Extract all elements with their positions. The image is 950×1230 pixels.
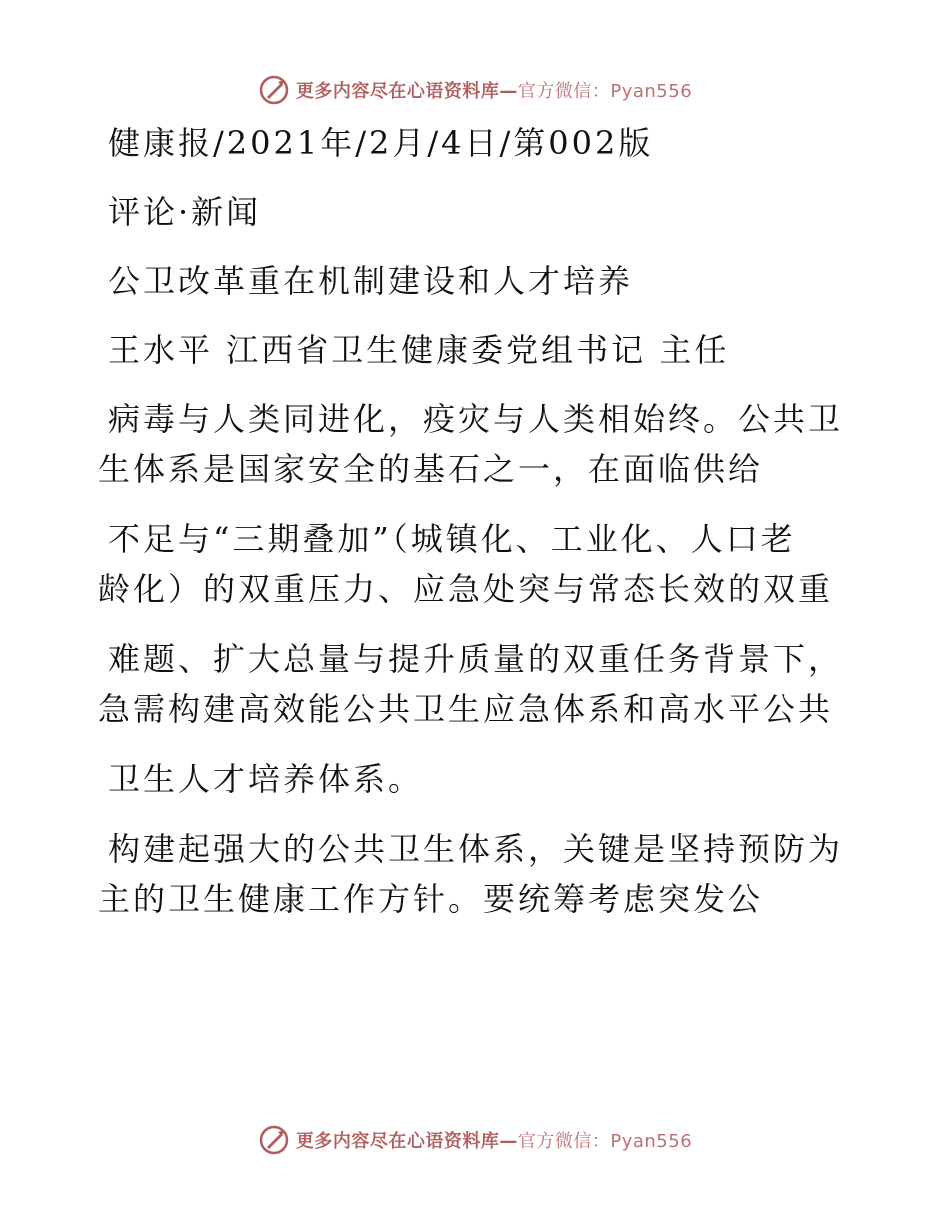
watermark-contact: 官方微信：Pyan556	[517, 1131, 693, 1152]
watermark-main: 更多内容尽在心语资料库—	[295, 1131, 518, 1152]
body-line: 构建起强大的公共卫生体系，关键是坚持预防为	[108, 830, 844, 868]
article-title: 公卫改革重在机制建设和人才培养	[108, 262, 634, 300]
body-line: 生体系是国家安全的基石之一，在面临供给	[98, 450, 764, 488]
article-author: 王水平 江西省卫生健康委党组书记 主任	[108, 331, 730, 369]
body-line: 主的卫生健康工作方针。要统筹考虑突发公	[98, 880, 764, 918]
watermark-contact: 官方微信：Pyan556	[517, 81, 693, 102]
article-body	[98, 118, 844, 924]
watermark-top	[0, 72, 950, 108]
body-line: 不足与“三期叠加”（城镇化、工业化、人口老	[108, 520, 796, 558]
watermark-main: 更多内容尽在心语资料库—	[295, 81, 518, 102]
body-line: 病毒与人类同进化，疫灾与人类相始终。公共卫	[108, 400, 844, 438]
body-line: 龄化）的双重压力、应急处突与常态长效的双重	[98, 570, 834, 608]
section-label: 评论·新闻	[108, 193, 262, 231]
quill-seal-logo-icon	[258, 1124, 290, 1156]
body-line: 急需构建高效能公共卫生应急体系和高水平公共	[98, 690, 834, 728]
watermark-text	[296, 77, 692, 103]
body-line: 难题、扩大总量与提升质量的双重任务背景下，	[108, 640, 844, 678]
watermark-bottom	[0, 1122, 950, 1158]
body-line: 卫生人才培养体系。	[108, 760, 424, 798]
source-line: 健康报/2021年/2月/4日/第002版	[108, 124, 654, 162]
quill-seal-logo-icon	[258, 74, 290, 106]
watermark-text	[296, 1127, 692, 1153]
